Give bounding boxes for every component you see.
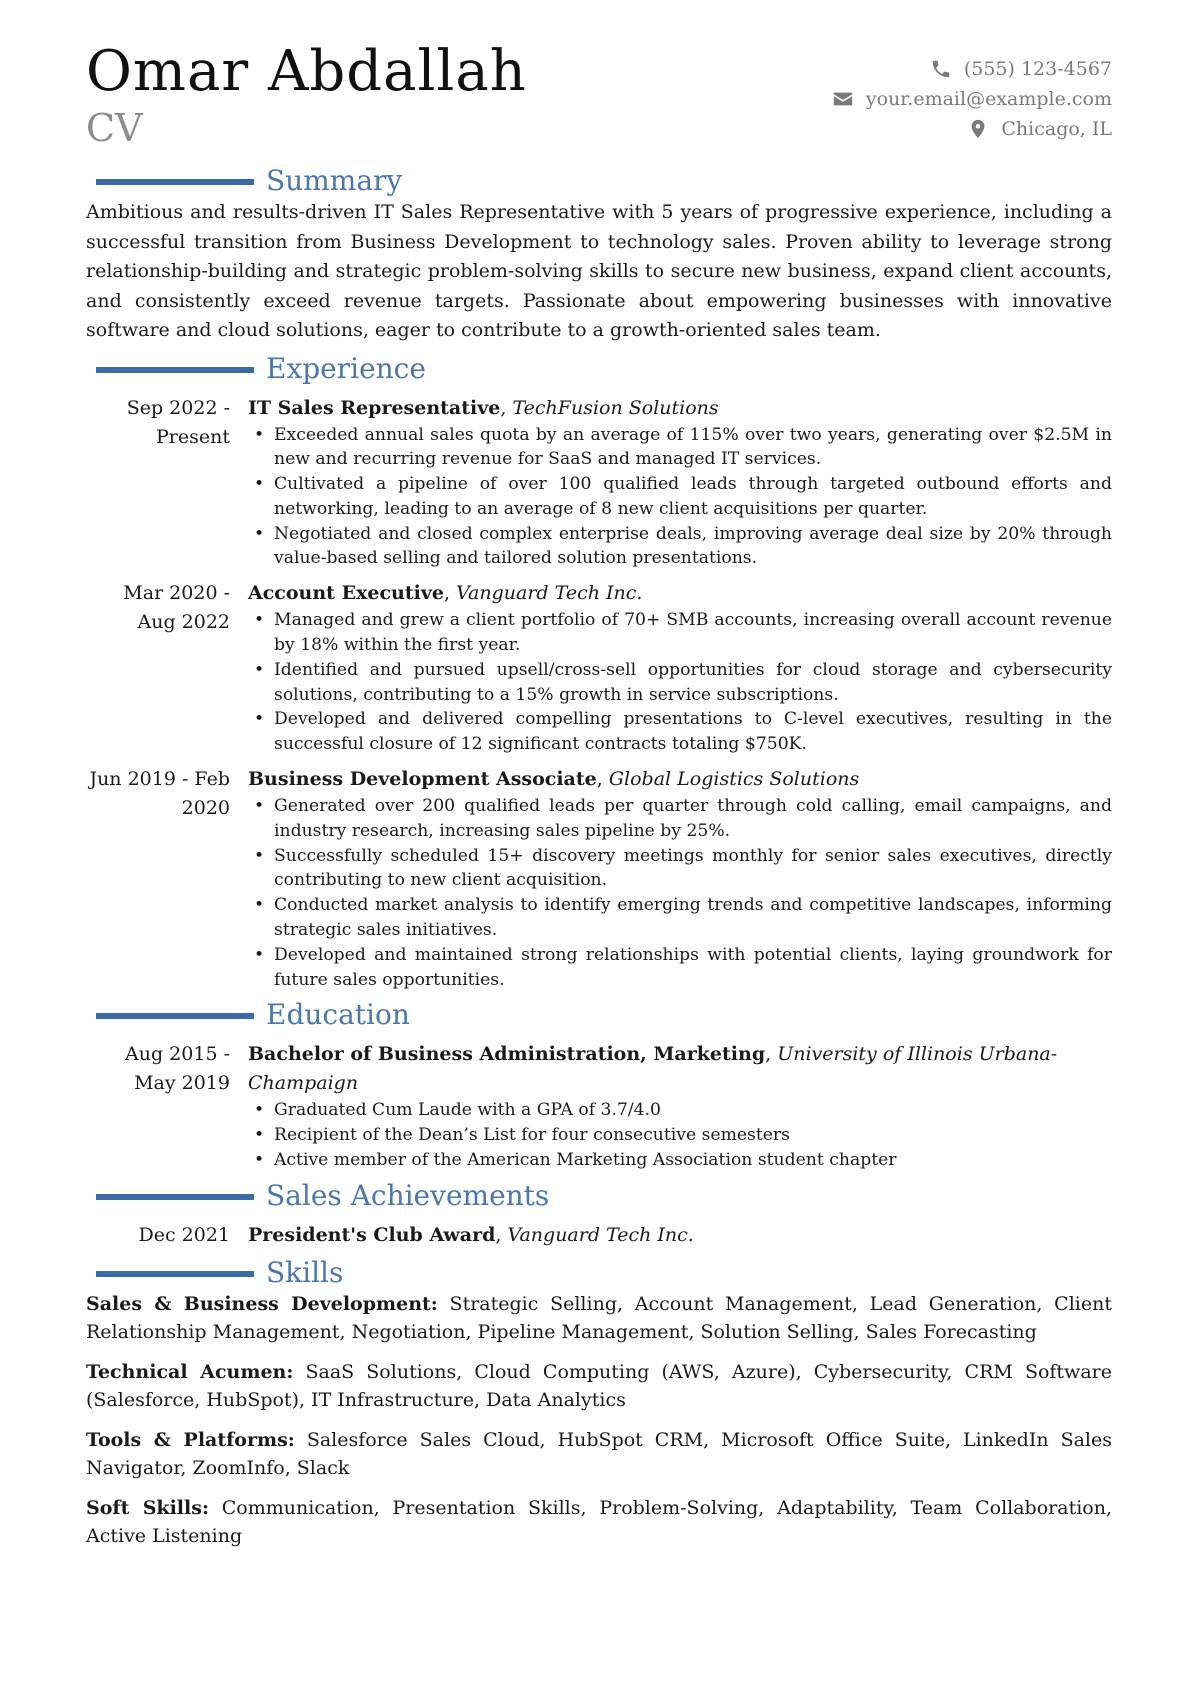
experience-entry <box>86 579 1112 757</box>
section-accent-bar <box>96 179 254 185</box>
bullet-item: • Active member of the American Marketing Association student chapter <box>248 1148 1112 1173</box>
bullet-item: • Cultivated a pipeline of over 100 qualified leads through targeted outbound efforts and networking, leading to an average of 8 new client acquisitions per quarter. <box>248 472 1112 522</box>
location-text: Chicago, IL <box>1001 118 1112 140</box>
bullet-item: • Successfully scheduled 15+ discovery meetings monthly for senior sales executives, directly contributing to new client acquisition. <box>248 844 1112 894</box>
skill-group-items: Strategic Selling, Account Management, Lead Generation, Client Relationship Management, Negotiation, Pipeline Management, Solution Selling, Sales Forecasting <box>86 1292 1112 1343</box>
bullet-item: • Recipient of the Dean’s List for four consecutive semesters <box>248 1123 1112 1148</box>
entry-org: University of Illinois Urbana-Champaign <box>248 1043 1058 1095</box>
bullet-item: • Developed and maintained strong relationships with potential clients, laying groundwork for future sales opportunities. <box>248 943 1112 993</box>
skill-group <box>86 1290 1112 1346</box>
entry-body <box>248 1040 1112 1172</box>
bullet-item: • Managed and grew a client portfolio of 70+ SMB accounts, increasing overall account revenue by 18% within the first year. <box>248 608 1112 658</box>
section-title: Education <box>266 998 410 1032</box>
entry-body <box>248 1221 1112 1250</box>
email-link[interactable]: your.email@example.com <box>865 88 1112 110</box>
contact-email <box>832 84 1112 114</box>
summary-heading <box>86 164 1112 198</box>
bullet-item: • Conducted market analysis to identify emerging trends and competitive landscapes, informing strategic sales initiatives. <box>248 893 1112 943</box>
entry-title-line: President's Club Award, Vanguard Tech Inc. <box>248 1223 694 1246</box>
summary-text: Ambitious and results-driven IT Sales Representative with 5 years of progressive experience, including a successful transition from Business Development to technology sales. Proven ability to leverage strong relationship-building and strategic problem-solving skills to secure new business, expand client accounts, and consistently exceed revenue targets. Passionate about empowering businesses with innovative software and cloud solutions, eager to contribute to a growth-oriented sales team. <box>86 201 1112 341</box>
entry-org: Vanguard Tech Inc. <box>456 582 643 605</box>
entry-bullets <box>248 608 1112 757</box>
section-title: Skills <box>266 1255 344 1289</box>
contact-phone <box>832 54 1112 84</box>
entry-date: Aug 2015 - May 2019 <box>125 1043 230 1095</box>
document-subtitle: CV <box>86 106 143 150</box>
entry-date: Mar 2020 - Aug 2022 <box>123 582 230 634</box>
bullet-item: • Negotiated and closed complex enterprise deals, improving average deal size by 20% through value-based selling and tailored solution presentations. <box>248 522 1112 572</box>
section-accent-bar <box>96 1271 254 1277</box>
entry-title-line: Business Development Associate, Global Logistics Solutions <box>248 768 860 791</box>
experience-entry <box>86 394 1112 572</box>
entry-bullets <box>248 1098 1112 1172</box>
entry-body <box>248 579 1112 757</box>
skill-group <box>86 1358 1112 1414</box>
skill-group <box>86 1426 1112 1482</box>
section-accent-bar <box>96 1013 254 1019</box>
entry-title: IT Sales Representative <box>248 396 501 419</box>
entry-body <box>248 765 1112 992</box>
entry-title: Account Executive <box>248 582 444 605</box>
education-entry <box>86 1040 1112 1172</box>
section-title: Experience <box>266 351 426 385</box>
skill-group-items: Communication, Presentation Skills, Problem-Solving, Adaptability, Team Collaboration, Active Listening <box>86 1496 1112 1547</box>
entry-bullets <box>248 794 1112 992</box>
candidate-name: Omar Abdallah <box>86 39 527 104</box>
contact-block <box>832 54 1112 144</box>
skill-group <box>86 1494 1112 1550</box>
skill-group-label: Sales & Business Development: <box>86 1292 438 1315</box>
entry-title: Bachelor of Business Administration, Marketing <box>248 1043 766 1066</box>
entry-body <box>248 394 1112 572</box>
entry-title-line: Account Executive, Vanguard Tech Inc. <box>248 582 643 605</box>
skill-group-label: Tools & Platforms: <box>86 1428 295 1451</box>
entry-date: Sep 2022 - Present <box>126 396 230 448</box>
envelope-icon <box>832 88 854 110</box>
bullet-item: • Identified and pursued upsell/cross-sell opportunities for cloud storage and cybersecurity solutions, contributing to a 15% growth in service subscriptions. <box>248 658 1112 708</box>
education-heading <box>86 998 1112 1032</box>
skills-heading <box>86 1256 1112 1290</box>
experience-heading <box>86 352 1112 386</box>
entry-title-line: Bachelor of Business Administration, Marketing, University of Illinois Urbana-Champaign <box>248 1043 1058 1095</box>
entry-title-line: IT Sales Representative, TechFusion Solutions <box>248 396 719 419</box>
bullet-item: • Developed and delivered compelling presentations to C-level executives, resulting in the successful closure of 12 significant contracts totaling $750K. <box>248 707 1112 757</box>
skill-group-label: Soft Skills: <box>86 1496 209 1519</box>
entry-title: Business Development Associate <box>248 768 597 791</box>
achievement-entry <box>86 1221 1112 1250</box>
entry-date: Jun 2019 - Feb 2020 <box>89 768 230 820</box>
section-accent-bar <box>96 367 254 373</box>
entry-date: Dec 2021 <box>138 1223 230 1246</box>
skill-group-items: Salesforce Sales Cloud, HubSpot CRM, Microsoft Office Suite, LinkedIn Sales Navigator, ZoomInfo, Slack <box>86 1428 1112 1479</box>
contact-location <box>832 114 1112 144</box>
entry-org: TechFusion Solutions <box>512 396 719 419</box>
entry-title: President's Club Award <box>248 1223 496 1246</box>
section-accent-bar <box>96 1194 254 1200</box>
entry-org: Global Logistics Solutions <box>608 768 860 791</box>
phone-icon <box>930 58 952 80</box>
achievements-heading <box>86 1179 1112 1213</box>
entry-bullets <box>248 423 1112 572</box>
bullet-item: • Graduated Cum Laude with a GPA of 3.7/4.0 <box>248 1098 1112 1123</box>
section-title: Summary <box>266 164 403 197</box>
section-title: Sales Achievements <box>266 1178 550 1212</box>
skills-list <box>86 1290 1112 1550</box>
resume-page <box>86 40 1112 1562</box>
entry-org: Vanguard Tech Inc. <box>507 1223 694 1246</box>
map-pin-icon <box>967 118 989 140</box>
bullet-item: • Exceeded annual sales quota by an average of 115% over two years, generating over $2.5M in new and recurring revenue for SaaS and managed IT services. <box>248 423 1112 473</box>
resume-header <box>86 40 1112 158</box>
experience-entry <box>86 765 1112 992</box>
skill-group-items: SaaS Solutions, Cloud Computing (AWS, Azure), Cybersecurity, CRM Software (Salesforce, HubSpot), IT Infrastructure, Data Analytics <box>86 1360 1112 1411</box>
skill-group-label: Technical Acumen: <box>86 1360 294 1383</box>
phone-text: (555) 123-4567 <box>963 58 1112 80</box>
bullet-item: • Generated over 200 qualified leads per quarter through cold calling, email campaigns, and industry research, increasing sales pipeline by 25%. <box>248 794 1112 844</box>
